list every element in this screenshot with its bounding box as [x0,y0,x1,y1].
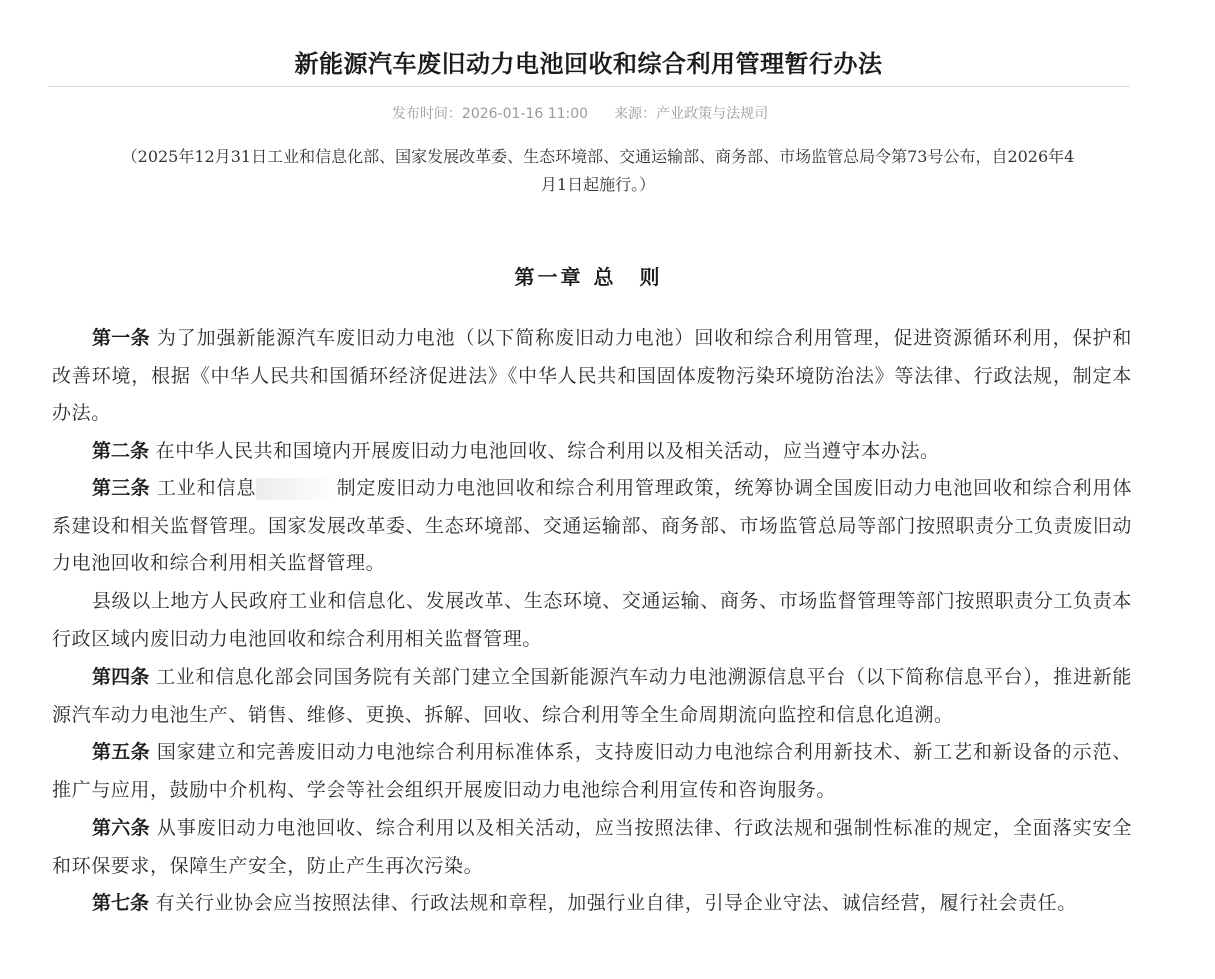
article-number: 第四条 [92,666,150,688]
promulgation-note [78,143,1118,199]
article-body: 从事废旧动力电池回收、综合利用以及相关活动，应当按照法律、行政法规和强制性标准的规定，全面落实安全和环保要求，保障生产安全，防止产生再次污染。 [52,817,1132,877]
title-divider [48,86,1130,87]
article-body: 工业和信息化部会同国务院有关部门建立全国新能源汽车动力电池溯源信息平台（以下简称信息平台），推进新能源汽车动力电池生产、销售、维修、更换、拆解、回收、综合利用等全生命周期流向监控和信息化追溯。 [52,666,1132,726]
article-body-start: 工业和信息 [149,477,257,499]
article-body: 有关行业协会应当按照法律、行政法规和章程，加强行业自律，引导企业守法、诚信经营，履行社会责任。 [149,892,1077,914]
promulgation-line-1: （2025年12月31日工业和信息化部、国家发展改革委、生态环境部、交通运输部、商务部、市场监管总局令第73号公布，自2026年4 [121,147,1075,166]
article-6 [52,810,1132,885]
article-body: 为了加强新能源汽车废旧动力电池（以下简称废旧动力电池）回收和综合利用管理，促进资源循环利用，保护和改善环境，根据《中华人民共和国循环经济促进法》《中华人民共和国固体废物污染环境防治法》等法律、行政法规，制定本办法。 [52,327,1132,424]
article-body: 县级以上地方人民政府工业和信息化、发展改革、生态环境、交通运输、商务、市场监督管理等部门按照职责分工负责本行政区域内废旧动力电池回收和综合利用相关监督管理。 [52,590,1132,650]
publish-source: 来源：产业政策与法规司 [614,106,769,122]
article-4 [52,659,1132,734]
article-body-rest: 制定废旧动力电池回收和综合利用管理政策，统筹协调全国废旧动力电池回收和综合利用体系建设和相关监督管理。国家发展改革委、生态环境部、交通运输部、商务部、市场监管总局等部门按照职责分工负责废旧动力电池回收和综合利用相关监督管理。 [52,477,1132,574]
article-5 [52,734,1132,809]
article-number: 第三条 [92,477,150,499]
chapter-heading: 第一章 总 则 [514,264,663,289]
article-2 [52,433,1132,471]
article-number: 第一条 [92,327,150,349]
publish-time: 发布时间：2026-01-16 11:00 [391,106,589,122]
article-3-paragraph-2 [52,583,1132,658]
page-title: 新能源汽车废旧动力电池回收和综合利用管理暂行办法 [294,50,883,79]
article-7 [52,885,1132,923]
article-number: 第七条 [92,892,150,914]
article-number: 第五条 [92,741,150,763]
article-number: 第六条 [92,817,150,839]
redacted-text-blur [256,478,336,500]
article-number: 第二条 [92,440,150,462]
article-3 [52,470,1132,583]
article-body: 国家建立和完善废旧动力电池综合利用标准体系，支持废旧动力电池综合利用新技术、新工艺和新设备的示范、推广与应用，鼓励中介机构、学会等社会组织开展废旧动力电池综合利用宣传和咨询服务。 [52,741,1132,801]
promulgation-line-2: 月1日起施行。） [540,175,656,194]
publish-meta [0,104,1160,124]
article-body: 在中华人民共和国境内开展废旧动力电池回收、综合利用以及相关活动，应当遵守本办法。 [149,440,940,462]
article-1 [52,320,1132,433]
